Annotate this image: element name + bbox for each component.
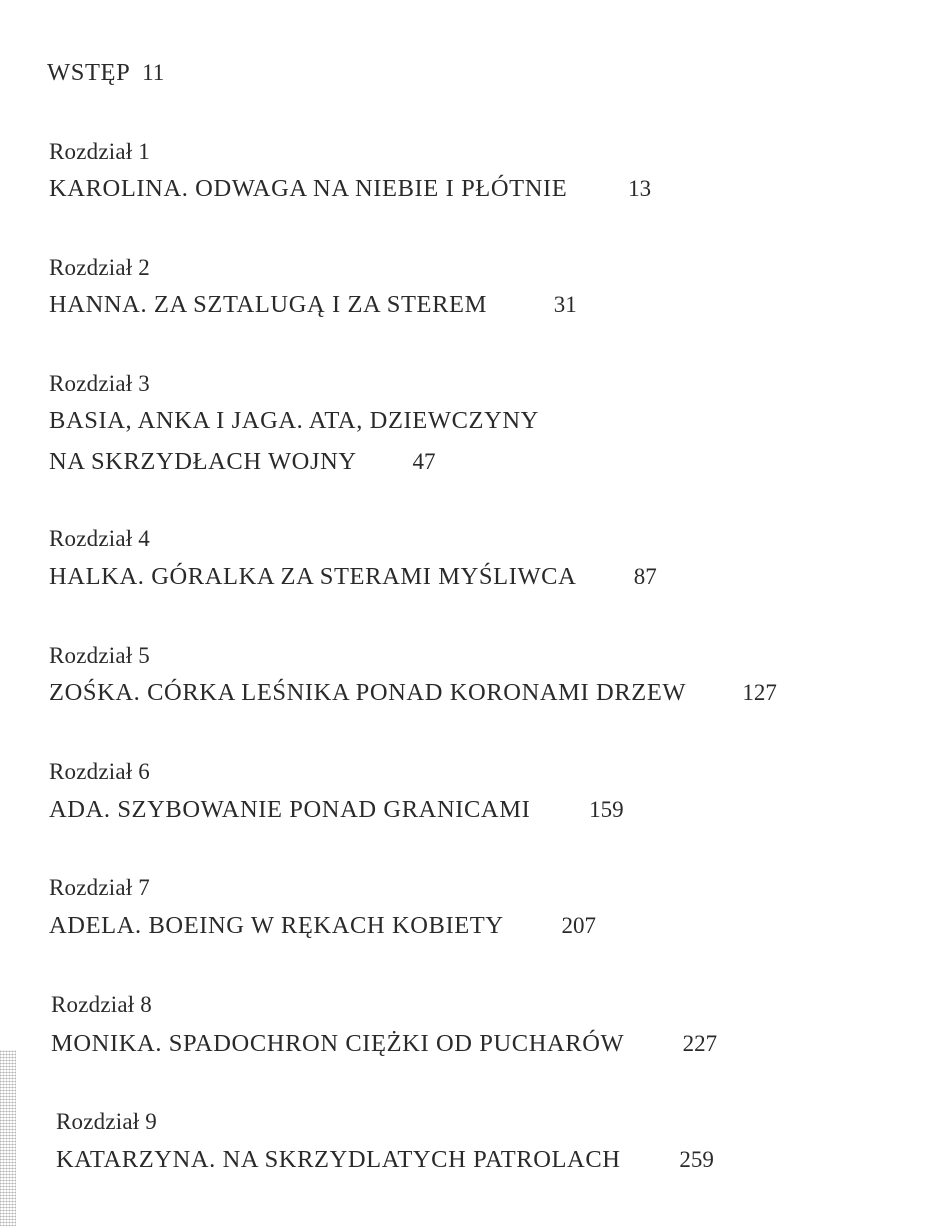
chapter-page-number: 127 xyxy=(742,680,777,705)
chapter-label: Rozdział 7 xyxy=(49,875,150,900)
chapter-title: HALKA. GÓRALKA ZA STERAMI MYŚLIWCA xyxy=(49,563,576,590)
chapter-title-line-1: BASIA, ANKA I JAGA. ATA, DZIEWCZYNY xyxy=(49,407,539,434)
intro-entry xyxy=(47,58,164,88)
chapter-title-entry xyxy=(49,795,624,825)
intro-title: WSTĘP xyxy=(47,59,130,86)
chapter-title-entry xyxy=(51,1029,717,1059)
chapter-title: ADELA. BOEING W RĘKACH KOBIETY xyxy=(49,912,503,939)
chapter-title-line-2: NA SKRZYDŁACH WOJNY xyxy=(49,448,356,475)
chapter-page-number: 207 xyxy=(561,913,596,938)
chapter-page-number: 13 xyxy=(628,176,652,201)
chapter-page-number: 87 xyxy=(633,564,657,589)
chapter-title: ADA. SZYBOWANIE PONAD GRANICAMI xyxy=(49,796,531,823)
intro-page-number: 11 xyxy=(142,60,165,85)
chapter-label: Rozdział 1 xyxy=(49,139,150,164)
chapter-label: Rozdział 6 xyxy=(49,759,150,784)
chapter-title: MONIKA. SPADOCHRON CIĘŻKI OD PUCHARÓW xyxy=(51,1030,624,1057)
chapter-label: Rozdział 2 xyxy=(49,255,150,280)
chapter-page-number: 47 xyxy=(412,449,436,474)
chapter-label: Rozdział 5 xyxy=(49,643,150,668)
chapter-label: Rozdział 3 xyxy=(49,371,150,396)
scan-gutter-shadow xyxy=(0,1050,16,1226)
chapter-title-entry xyxy=(56,1145,714,1175)
chapter-title-entry xyxy=(49,562,657,592)
chapter-title-entry xyxy=(49,911,596,941)
chapter-label: Rozdział 8 xyxy=(51,992,152,1017)
chapter-title: ZOŚKA. CÓRKA LEŚNIKA PONAD KORONAMI DRZEW xyxy=(49,679,686,706)
chapter-page-number: 159 xyxy=(589,797,624,822)
chapter-title-entry xyxy=(49,174,651,204)
chapter-title: KATARZYNA. NA SKRZYDLATYCH PATROLACH xyxy=(56,1146,621,1173)
chapter-title: HANNA. ZA SZTALUGĄ I ZA STEREM xyxy=(49,291,487,318)
chapter-page-number: 31 xyxy=(553,292,577,317)
chapter-label: Rozdział 4 xyxy=(49,526,150,551)
chapter-title: KAROLINA. ODWAGA NA NIEBIE I PŁÓTNIE xyxy=(49,175,568,202)
chapter-title-entry xyxy=(49,290,577,320)
chapter-label: Rozdział 9 xyxy=(56,1109,157,1134)
chapter-title-entry xyxy=(49,678,777,708)
chapter-page-number: 259 xyxy=(679,1147,714,1172)
chapter-page-number: 227 xyxy=(682,1031,718,1056)
chapter-title-entry xyxy=(49,447,436,477)
